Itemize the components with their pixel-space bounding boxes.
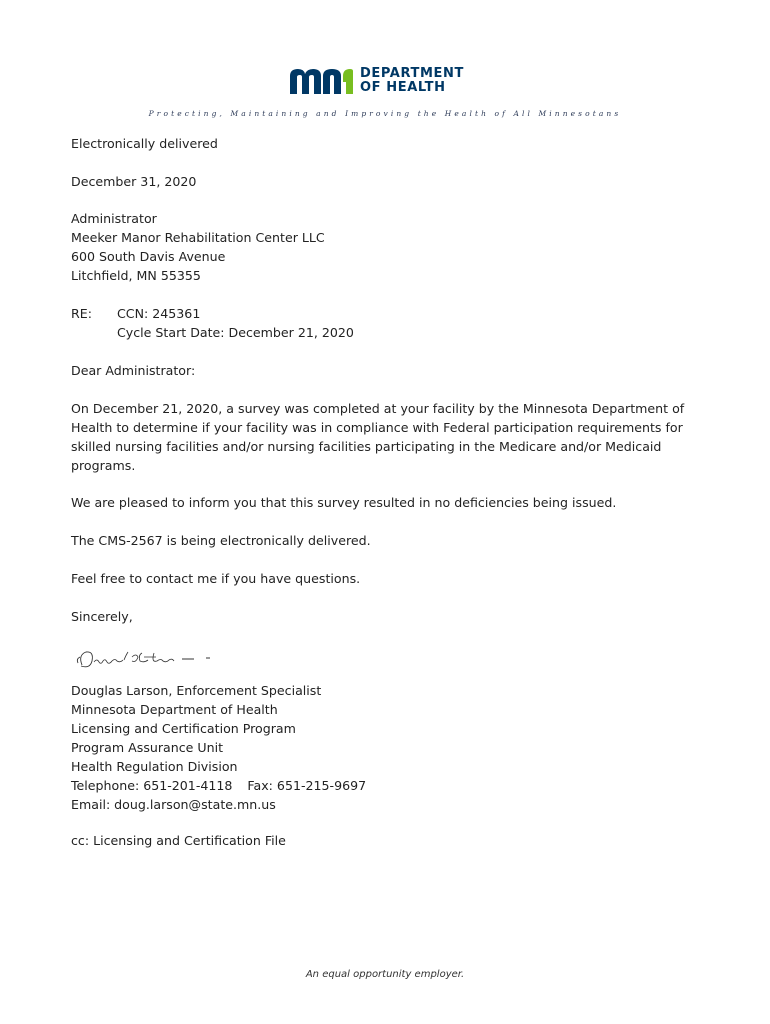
mn-logo-icon bbox=[288, 66, 354, 96]
address-line: Litchfield, MN 55355 bbox=[71, 268, 201, 283]
paragraph-cms: The CMS-2567 is being electronically delivered. bbox=[71, 533, 371, 548]
paragraph-line: Health to determine if your facility was in compliance with Federal participation requirements for bbox=[71, 420, 683, 435]
address-line: Meeker Manor Rehabilitation Center LLC bbox=[71, 230, 325, 245]
paragraph-result: We are pleased to inform you that this survey resulted in no deficiencies being issued. bbox=[71, 495, 617, 510]
telephone: Telephone: 651-201-4118 bbox=[71, 778, 233, 793]
re-ccn: CCN: 245361 bbox=[117, 306, 201, 321]
fax: Fax: 651-215-9697 bbox=[247, 778, 367, 793]
re-label: RE: bbox=[71, 306, 92, 321]
address-line: 600 South Davis Avenue bbox=[71, 249, 226, 264]
paragraph-line: skilled nursing facilities and/or nursing facilities participating in the Medicare and/or Medicaid bbox=[71, 439, 662, 454]
signer-org: Minnesota Department of Health bbox=[71, 702, 278, 717]
delivery-method: Electronically delivered bbox=[71, 136, 218, 151]
letter-date: December 31, 2020 bbox=[71, 174, 197, 189]
signature-image bbox=[72, 645, 222, 675]
re-cycle-date: Cycle Start Date: December 21, 2020 bbox=[117, 325, 354, 340]
mdh-logo bbox=[288, 64, 464, 98]
logo-text-line2: OF HEALTH bbox=[360, 80, 446, 95]
signer-program: Licensing and Certification Program bbox=[71, 721, 296, 736]
salutation: Dear Administrator: bbox=[71, 363, 196, 378]
cc-line: cc: Licensing and Certification File bbox=[71, 833, 286, 848]
signature-block bbox=[71, 681, 671, 814]
logo-text-line1: DEPARTMENT bbox=[360, 66, 464, 81]
signer-unit: Program Assurance Unit bbox=[71, 740, 224, 755]
paragraph-contact: Feel free to contact me if you have questions. bbox=[71, 571, 361, 586]
recipient-address bbox=[71, 209, 671, 285]
paragraph-survey bbox=[71, 399, 685, 475]
closing: Sincerely, bbox=[71, 609, 133, 624]
contact-phone-fax bbox=[71, 776, 671, 795]
address-line: Administrator bbox=[71, 211, 157, 226]
email: Email: doug.larson@state.mn.us bbox=[71, 797, 276, 812]
tagline: Protecting, Maintaining and Improving the Health of All Minnesotans bbox=[148, 109, 622, 118]
footer-eoe: An equal opportunity employer. bbox=[305, 969, 465, 980]
signer-division: Health Regulation Division bbox=[71, 759, 238, 774]
signer-name: Douglas Larson, Enforcement Specialist bbox=[71, 683, 322, 698]
paragraph-line: On December 21, 2020, a survey was completed at your facility by the Minnesota Department of bbox=[71, 401, 685, 416]
paragraph-line: programs. bbox=[71, 458, 136, 473]
